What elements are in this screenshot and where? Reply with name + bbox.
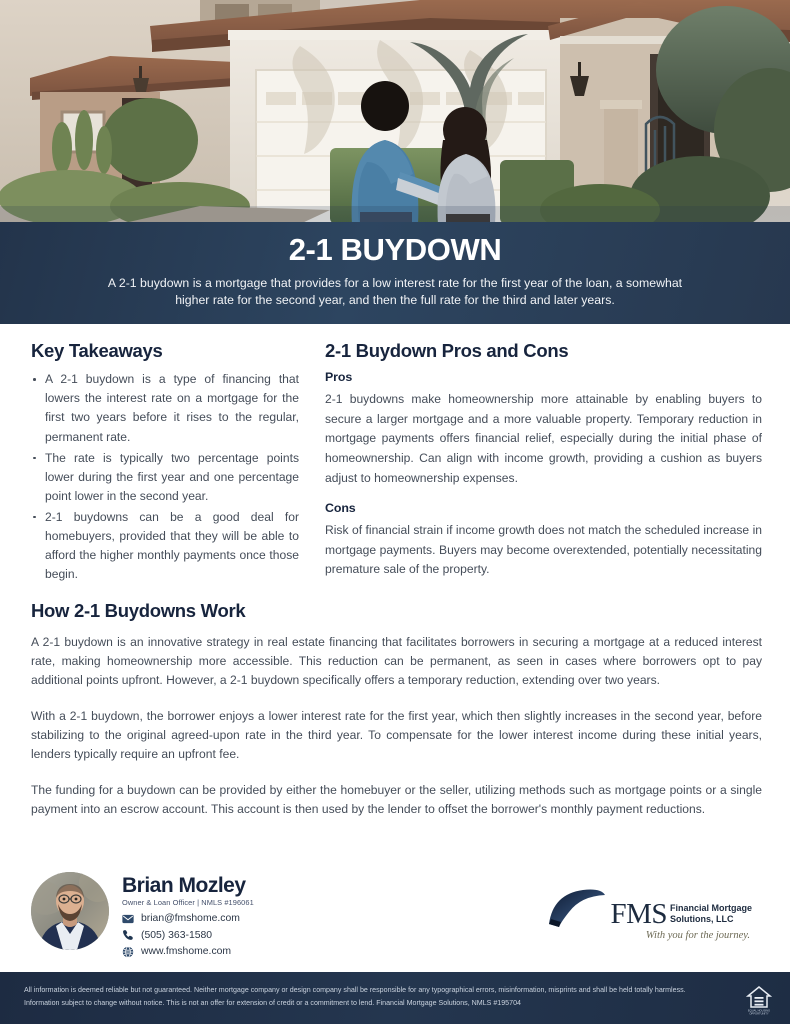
email-text: brian@fmshome.com — [141, 913, 240, 924]
how-it-works-paragraph-2: With a 2-1 buydown, the borrower enjoys a lower interest rate for the first year, which then slightly increases in the second year, before stabilizing to the original agreed-upon rate in the third year. To compensate for the lower interest income during these initial years, lenders typically require an upfront fee. — [31, 708, 762, 762]
list-item: The rate is typically two percentage points lower during the first year and one percentage point lower in the second year. — [31, 449, 299, 506]
avatar — [31, 872, 109, 950]
pros-cons-section — [325, 340, 762, 586]
fms-initials: FMS — [610, 898, 667, 931]
fms-arch-icon — [545, 886, 607, 928]
pros-cons-heading: 2-1 Buydown Pros and Cons — [325, 340, 569, 361]
phone-text: (505) 363-1580 — [141, 929, 213, 941]
fms-company-name — [670, 903, 752, 928]
how-it-works-section — [0, 586, 790, 819]
fms-name-line2: Solutions, LLC — [669, 914, 734, 925]
avatar-portrait — [31, 872, 109, 950]
agent-role: Owner & Loan Officer | NMLS #196061 — [122, 898, 254, 907]
hero-photo — [0, 0, 790, 224]
how-it-works-paragraph-1: A 2-1 buydown is an innovative strategy in real estate financing that facilitates borrowers in securing a mortgage at a reduced interest rate, making homeownership more accessible. This reduction can be permanent, as seen in cases where borrowers opt to pay additional points upfront. However, a 2-1 buydown specifically offers a temporary reduction, extending over two years. — [31, 634, 762, 688]
list-item: A 2-1 buydown is a type of financing that lowers the interest rate on a mortgage for the first two years before it rises to the regular, permanent rate. — [31, 370, 299, 446]
banner-subtitle: A 2-1 buydown is a mortgage that provides for a low interest rate for the first year of the loan, a somewhat higher rate for the second year, and then the full rate for the third and later years. — [107, 275, 683, 308]
list-item: 2-1 buydowns can be a good deal for homebuyers, provided that they will be able to afford the higher monthly payments once those begin. — [31, 508, 299, 584]
globe-icon — [122, 946, 134, 958]
logo-row — [545, 886, 752, 931]
hero-illustration — [0, 0, 790, 224]
pros-label: Pros — [325, 370, 353, 385]
page-title: 2-1 BUYDOWN — [288, 232, 502, 267]
website-text: www.fmshome.com — [141, 946, 232, 958]
email-row[interactable] — [122, 911, 254, 927]
two-column-section — [0, 324, 790, 586]
fms-name-line1: Financial Mortgage — [669, 903, 752, 914]
website-row[interactable] — [122, 944, 254, 960]
key-takeaways-section — [31, 340, 299, 586]
eho-label-line1: EQUAL HOUSING — [747, 1009, 771, 1013]
equal-housing-opportunity-icon — [746, 985, 772, 1015]
agent-block — [31, 868, 254, 961]
cons-text: Risk of financial strain if income growth does not match the scheduled increase in mortgage payments. Buyers may become overextended, potentially necessitating premature sale of the property. — [325, 523, 762, 577]
pros-text: 2-1 buydowns make homeownership more attainable by enabling buyers to secure a larger mortgage and a more valuable property. Temporary reduction in mortgage payments offers financial relief, especially during the initial phase of homeownership. Can align with income growth, providing a cushion as buyers adjust to homeownership expenses. — [325, 392, 762, 485]
how-it-works-heading: How 2-1 Buydowns Work — [31, 600, 246, 622]
footer-bar — [0, 972, 790, 1024]
main-content — [0, 324, 790, 819]
phone-icon — [122, 929, 134, 941]
phone-row[interactable] — [122, 928, 254, 944]
agent-name: Brian Mozley — [122, 874, 246, 897]
envelope-icon — [122, 913, 134, 925]
title-banner — [0, 222, 790, 324]
key-takeaways-list — [31, 370, 299, 584]
agent-info — [122, 868, 254, 961]
fms-tagline: With you for the journey. — [645, 930, 750, 941]
contact-strip — [0, 862, 790, 972]
key-takeaways-heading: Key Takeaways — [31, 340, 163, 361]
company-logo — [545, 868, 766, 941]
disclaimer-text: All information is deemed reliable but not guaranteed. Neither mortgage company or design company shall be responsible for any typographical errors, misinformation, misprints and shall be held totally harmless. Information subject to change without notice. This is not an offer for extension of credit or a commitment to lend. Financial Mortgage Solutions, NMLS #195704 — [24, 986, 686, 1008]
eho-label-line2: OPPORTUNITY — [749, 1012, 769, 1015]
cons-label: Cons — [325, 501, 356, 516]
how-it-works-paragraph-3: The funding for a buydown can be provided by either the homebuyer or the seller, utilizing methods such as mortgage points or a single payment into an escrow account. This account is then used by the lender to offset the borrower's monthly payment reductions. — [31, 782, 762, 816]
